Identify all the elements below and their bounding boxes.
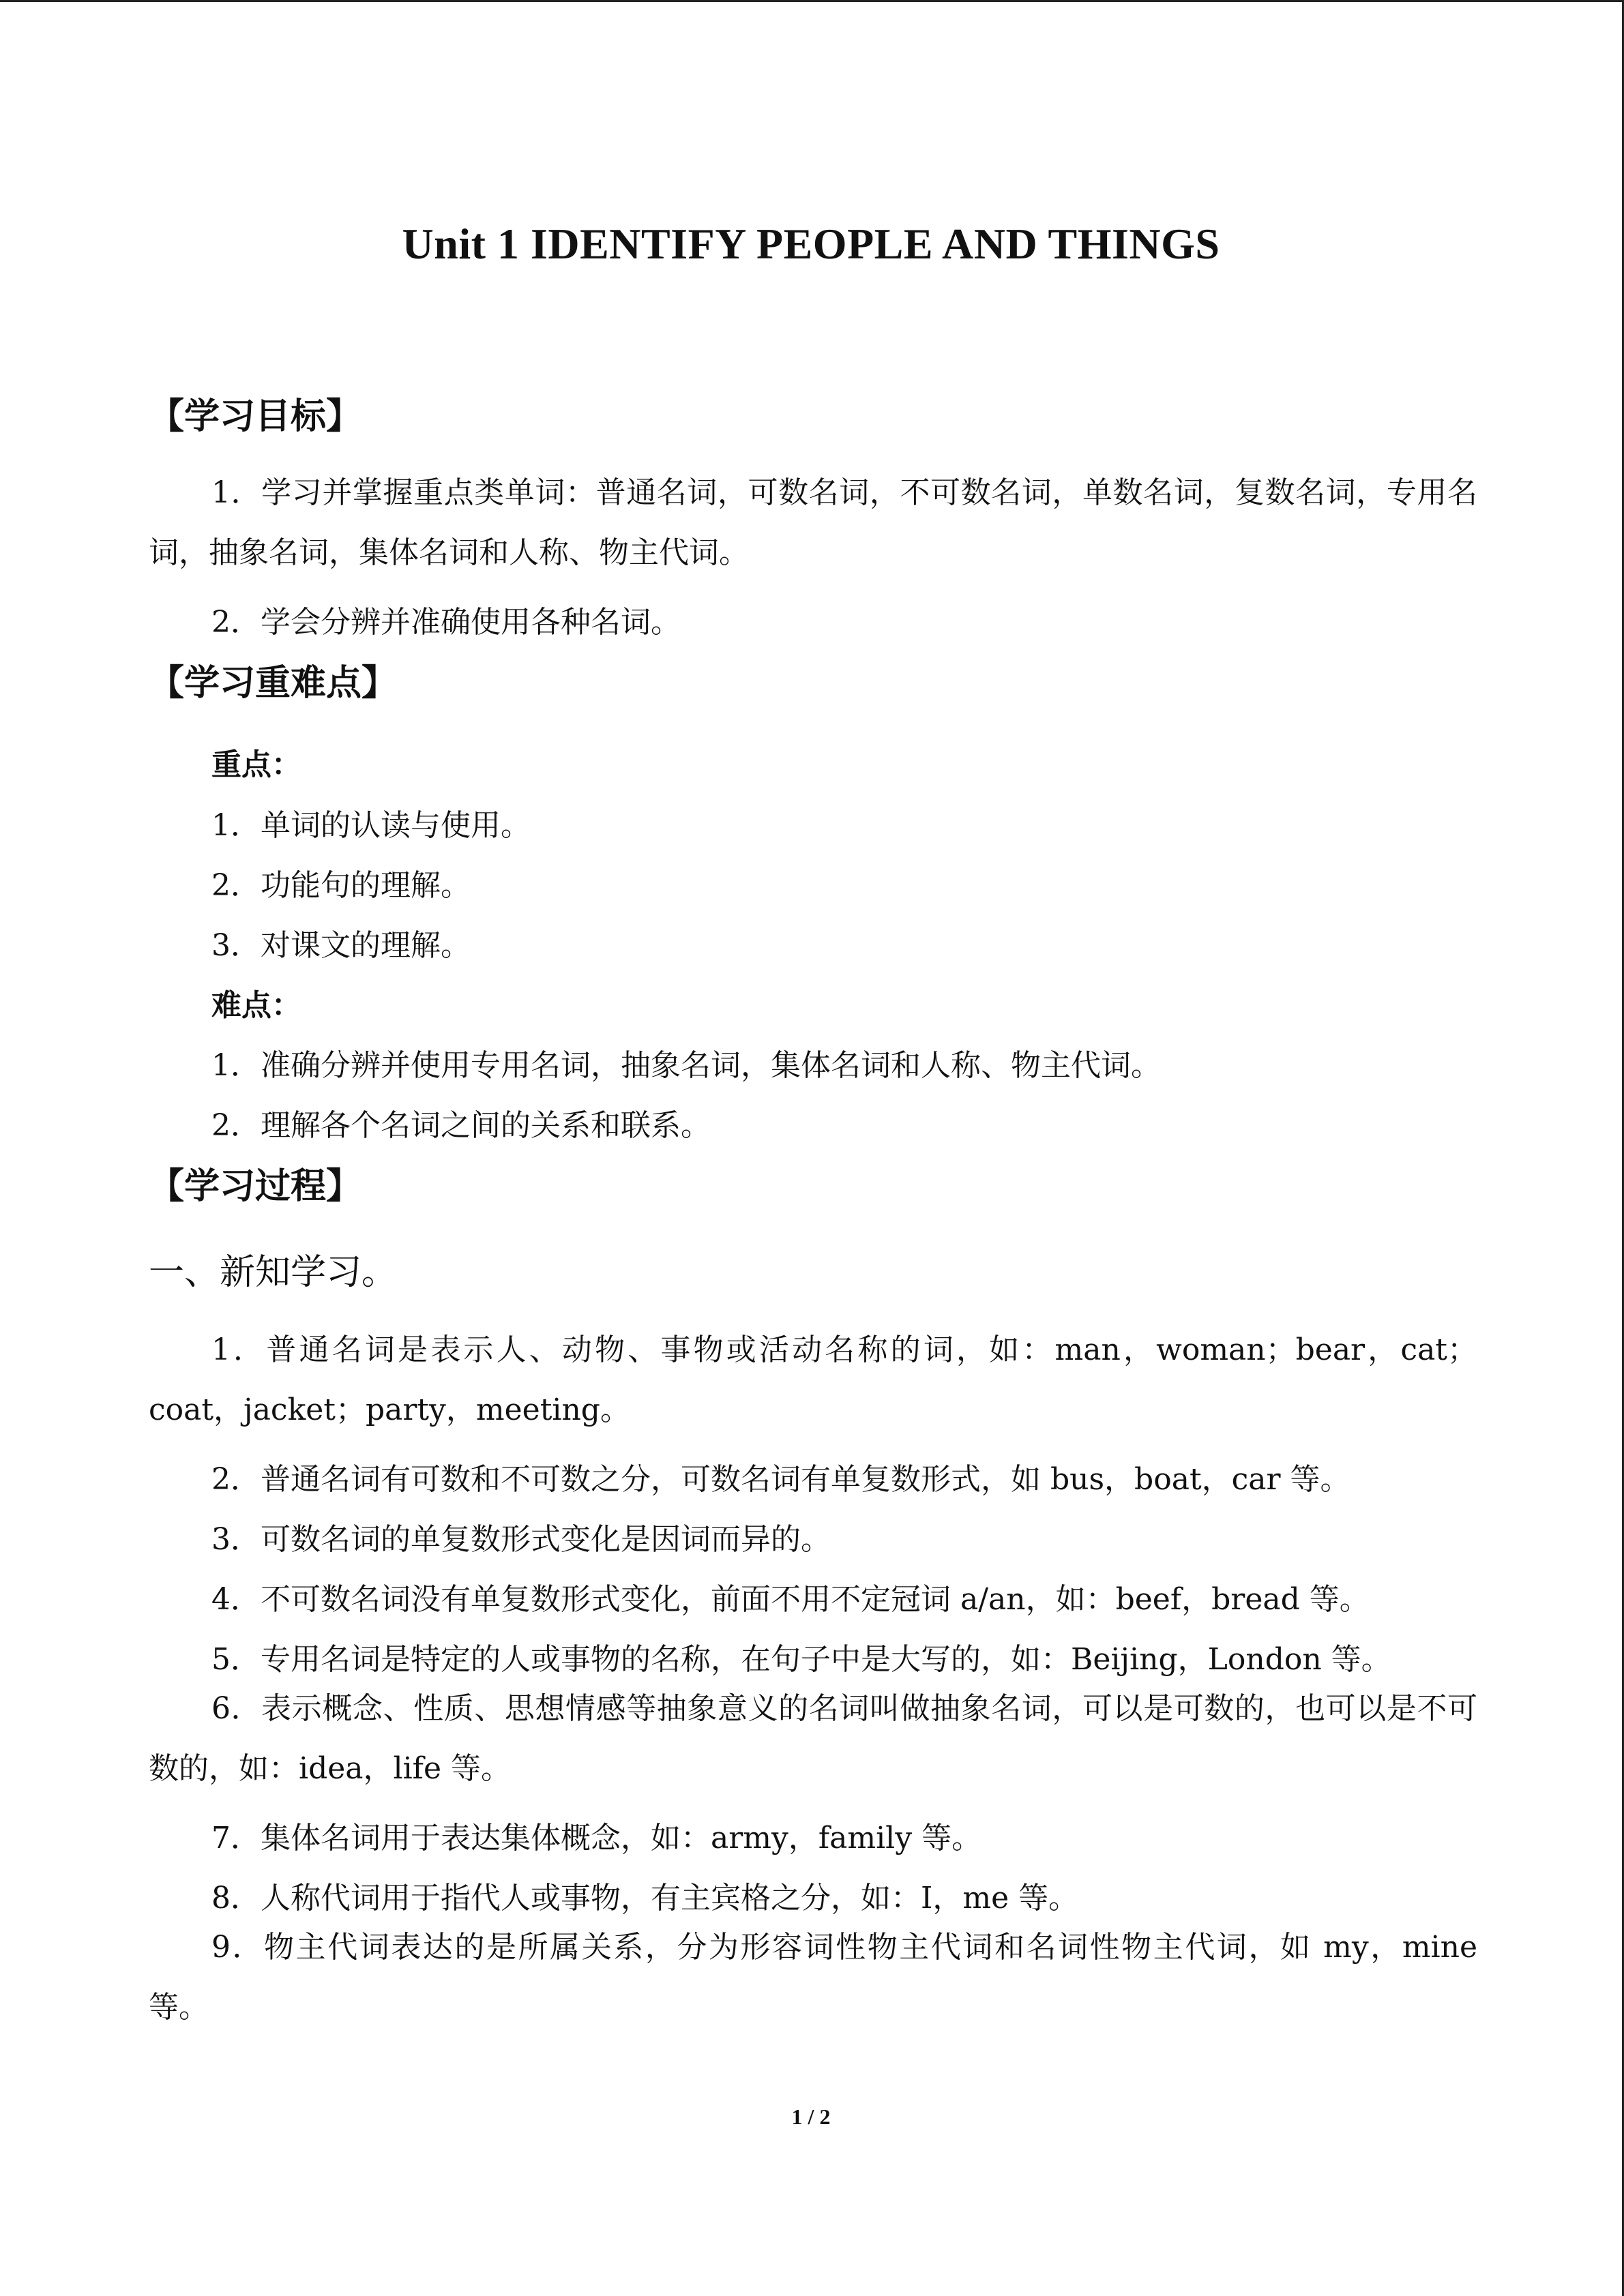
objective-item-1: 1．学习并掌握重点类单词：普通名词，可数名词，不可数名词，单数名词，复数名词，专用名词，抽象名词，集体名词和人称、物主代词。 [149,475,1477,570]
key-item-3: 3．对课文的理解。 [211,928,471,963]
objective-item-2: 2．学会分辨并准确使用各种名词。 [211,605,681,640]
process-item-9: 9．物主代词表达的是所属关系，分为形容词性物主代词和名词性物主代词，如 my，mine 等。 [149,1930,1477,2025]
process-item-5: 5．专用名词是特定的人或事物的名称，在句子中是大写的，如：Beijing，London 等。 [211,1642,1391,1677]
page-number: 1 / 2 [791,2104,831,2129]
difficult-item-2: 2．理解各个名词之间的关系和联系。 [211,1108,711,1143]
document-title: Unit 1 IDENTIFY PEOPLE AND THINGS [402,220,1220,268]
process-item-3: 3．可数名词的单复数形式变化是因词而异的。 [211,1522,831,1557]
heading-key-difficult: 【学习重难点】 [149,663,398,704]
difficult-label: 难点： [211,988,301,1023]
process-item-6: 6．表示概念、性质、思想情感等抽象意义的名词叫做抽象名词，可以是可数的，也可以是不可数的，如：idea，life 等。 [149,1691,1477,1786]
process-item-8: 8．人称代词用于指代人或事物，有主宾格之分，如：I，me 等。 [211,1881,1079,1915]
part-one-heading: 一、新知学习。 [149,1252,398,1293]
process-item-7: 7．集体名词用于表达集体概念，如：army，family 等。 [211,1821,982,1855]
process-item-4: 4．不可数名词没有单复数形式变化，前面不用不定冠词 a/an，如：beef，bread 等。 [211,1582,1370,1617]
difficult-item-1: 1．准确分辨并使用专用名词，抽象名词，集体名词和人称、物主代词。 [211,1048,1161,1083]
key-item-2: 2．功能句的理解。 [211,868,471,903]
process-item-1: 1．普通名词是表示人、动物、事物或活动名称的词，如：man，woman；bear，cat；coat，jacket；party，meeting。 [149,1332,1477,1427]
key-label: 重点： [211,747,301,782]
key-item-1: 1．单词的认读与使用。 [211,808,531,843]
heading-objectives: 【学习目标】 [149,396,362,437]
heading-process: 【学习过程】 [149,1166,362,1207]
process-item-2: 2．普通名词有可数和不可数之分，可数名词有单复数形式，如 bus，boat，car 等。 [211,1462,1350,1497]
